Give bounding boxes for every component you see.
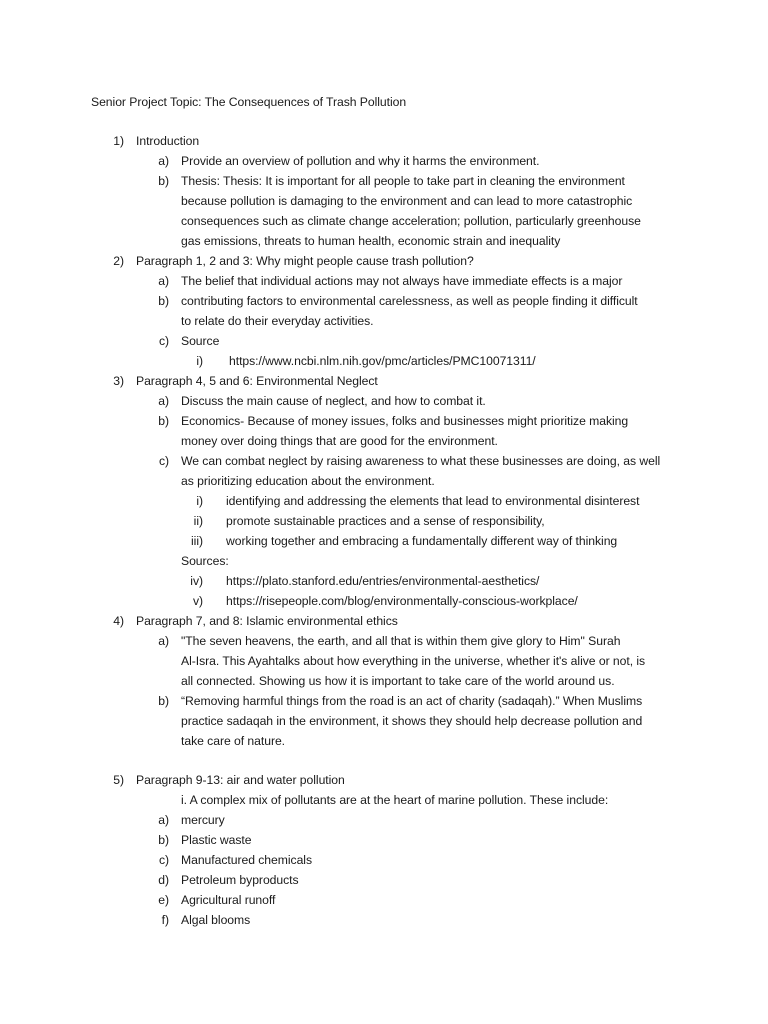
section-number: 2) [113, 254, 124, 268]
list-item: Agricultural runoff [181, 893, 276, 907]
list-item: Manufactured chemicals [181, 853, 312, 867]
item-text: Al-Isra. This Ayahtalks about how everything in the universe, whether it's alive or not, is [181, 654, 646, 668]
source-link[interactable]: https://www.ncbi.nlm.nih.gov/pmc/articles/PMC10071311/ [229, 354, 536, 368]
document-title: Senior Project Topic: The Consequences of Trash Pollution [91, 95, 407, 109]
item-marker: c) [158, 334, 169, 348]
sources-label: Sources: [181, 554, 229, 568]
item-marker: a) [158, 813, 169, 827]
item-text: We can combat neglect by raising awareness to what these businesses are doing, as well [181, 454, 661, 468]
item-text: to relate do their everyday activities. [181, 314, 374, 328]
list-item: Algal blooms [181, 913, 251, 927]
item-text: "The seven heavens, the earth, and all that is within them give glory to Him" Surah [181, 634, 621, 648]
source-link[interactable]: https://risepeople.com/blog/environmentally-conscious-workplace/ [226, 594, 578, 608]
item-text: i. A complex mix of pollutants are at the heart of marine pollution. These include: [181, 793, 609, 807]
item-marker: v) [192, 594, 203, 608]
item-text: because pollution is damaging to the environment and can lead to more catastrophic [181, 194, 633, 208]
section-heading: Introduction [136, 134, 200, 148]
item-text: promote sustainable practices and a sense of responsibility, [226, 514, 545, 528]
item-text: Source [181, 334, 220, 348]
item-marker: e) [158, 893, 169, 907]
item-marker: c) [158, 853, 169, 867]
section-number: 3) [113, 374, 124, 388]
item-marker: b) [158, 174, 169, 188]
item-text: “Removing harmful things from the road is an act of charity (sadaqah).” When Muslims [181, 694, 643, 708]
item-marker: ii) [193, 514, 203, 528]
item-text: money over doing things that are good for the environment. [181, 434, 498, 448]
item-marker: b) [158, 294, 169, 308]
item-text: working together and embracing a fundamentally different way of thinking [226, 534, 618, 548]
item-text: gas emissions, threats to human health, economic strain and inequality [181, 234, 561, 248]
item-marker: i) [196, 494, 203, 508]
list-item: Petroleum byproducts [181, 873, 299, 887]
item-marker: iii) [191, 534, 203, 548]
item-marker: f) [161, 913, 169, 927]
item-text: Provide an overview of pollution and why it harms the environment. [181, 154, 540, 168]
item-text: as prioritizing education about the environment. [181, 474, 435, 488]
item-text: The belief that individual actions may not always have immediate effects is a major [181, 274, 623, 288]
item-marker: b) [158, 694, 169, 708]
list-item: Plastic waste [181, 833, 252, 847]
item-text: all connected. Showing us how it is important to take care of the world around us. [181, 674, 615, 688]
item-marker: a) [158, 634, 169, 648]
item-text: practice sadaqah in the environment, it shows they should help decrease pollution and [181, 714, 643, 728]
section-heading: Paragraph 4, 5 and 6: Environmental Neglect [136, 374, 378, 388]
item-marker: a) [158, 154, 169, 168]
item-text: consequences such as climate change acceleration; pollution, particularly greenhouse [181, 214, 641, 228]
section-heading: Paragraph 9-13: air and water pollution [136, 773, 345, 787]
item-text: Economics- Because of money issues, folks and businesses might prioritize making [181, 414, 629, 428]
item-text: take care of nature. [181, 734, 286, 748]
item-marker: a) [158, 274, 169, 288]
item-text: Discuss the main cause of neglect, and how to combat it. [181, 394, 486, 408]
list-item: mercury [181, 813, 225, 827]
item-marker: d) [158, 873, 169, 887]
item-marker: a) [158, 394, 169, 408]
item-marker: b) [158, 414, 169, 428]
section-number: 5) [113, 773, 124, 787]
item-marker: c) [158, 454, 169, 468]
item-marker: iv) [190, 574, 203, 588]
item-marker: i) [196, 354, 203, 368]
item-text: contributing factors to environmental carelessness, as well as people finding it difficult [181, 294, 638, 308]
item-text: Thesis: Thesis: It is important for all people to take part in cleaning the environment [181, 174, 625, 188]
section-heading: Paragraph 1, 2 and 3: Why might people cause trash pollution? [136, 254, 474, 268]
item-marker: b) [158, 833, 169, 847]
item-text: identifying and addressing the elements that lead to environmental disinterest [226, 494, 640, 508]
source-link[interactable]: https://plato.stanford.edu/entries/environmental-aesthetics/ [226, 574, 540, 588]
section-number: 1) [113, 134, 124, 148]
section-heading: Paragraph 7, and 8: Islamic environmental ethics [136, 614, 398, 628]
section-number: 4) [113, 614, 124, 628]
